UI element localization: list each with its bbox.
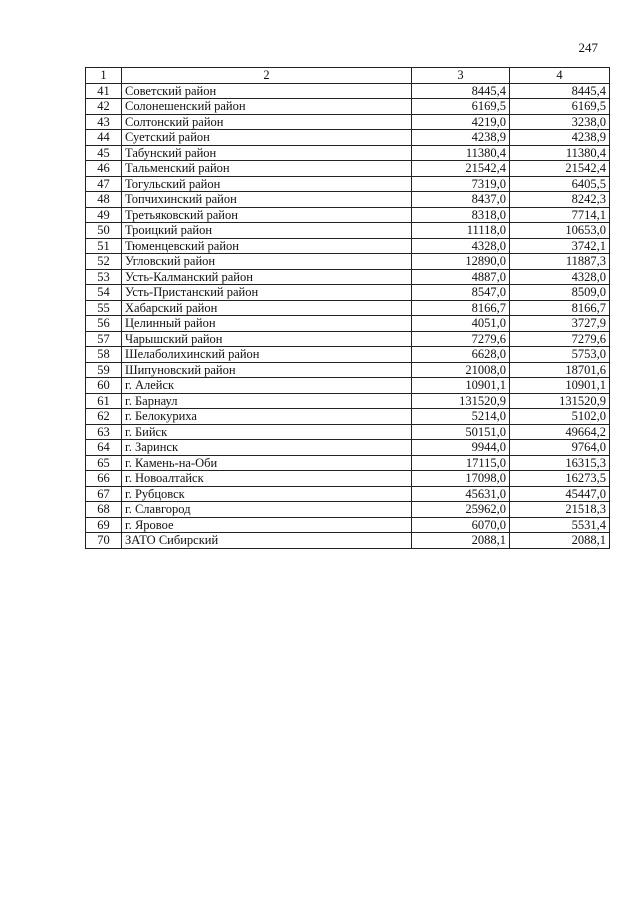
- table-row: [86, 161, 610, 177]
- value-col-3: 21008,0: [412, 362, 510, 378]
- value-col-3: 6628,0: [412, 347, 510, 363]
- value-col-4: 5753,0: [510, 347, 610, 363]
- municipality-name: Солонешенский район: [122, 99, 412, 115]
- value-col-4: 21542,4: [510, 161, 610, 177]
- table-row: [86, 99, 610, 115]
- table-row: [86, 362, 610, 378]
- budget-table: [85, 67, 610, 549]
- value-col-4: 16273,5: [510, 471, 610, 487]
- table-row: [86, 83, 610, 99]
- table-header-row: [86, 68, 610, 84]
- value-col-3: 4238,9: [412, 130, 510, 146]
- value-col-3: 50151,0: [412, 424, 510, 440]
- table-row: [86, 455, 610, 471]
- municipality-name: Третьяковский район: [122, 207, 412, 223]
- value-col-4: 8166,7: [510, 300, 610, 316]
- value-col-3: 45631,0: [412, 486, 510, 502]
- value-col-4: 5102,0: [510, 409, 610, 425]
- table-row: [86, 378, 610, 394]
- value-col-3: 17098,0: [412, 471, 510, 487]
- table-row: [86, 130, 610, 146]
- value-col-3: 11380,4: [412, 145, 510, 161]
- row-number: 54: [86, 285, 122, 301]
- column-header-1: 1: [86, 68, 122, 84]
- row-number: 58: [86, 347, 122, 363]
- row-number: 61: [86, 393, 122, 409]
- value-col-3: 17115,0: [412, 455, 510, 471]
- row-number: 64: [86, 440, 122, 456]
- value-col-3: 4887,0: [412, 269, 510, 285]
- value-col-4: 2088,1: [510, 533, 610, 549]
- municipality-name: Усть-Калманский район: [122, 269, 412, 285]
- row-number: 45: [86, 145, 122, 161]
- value-col-4: 3727,9: [510, 316, 610, 332]
- value-col-4: 8509,0: [510, 285, 610, 301]
- row-number: 46: [86, 161, 122, 177]
- table-row: [86, 331, 610, 347]
- table-row: [86, 269, 610, 285]
- value-col-4: 9764,0: [510, 440, 610, 456]
- row-number: 67: [86, 486, 122, 502]
- value-col-4: 16315,3: [510, 455, 610, 471]
- value-col-3: 11118,0: [412, 223, 510, 239]
- row-number: 59: [86, 362, 122, 378]
- table-row: [86, 424, 610, 440]
- row-number: 53: [86, 269, 122, 285]
- page-number: 247: [578, 40, 598, 55]
- row-number: 66: [86, 471, 122, 487]
- value-col-3: 8437,0: [412, 192, 510, 208]
- row-number: 65: [86, 455, 122, 471]
- municipality-name: г. Камень-на-Оби: [122, 455, 412, 471]
- municipality-name: г. Заринск: [122, 440, 412, 456]
- column-header-3: 3: [412, 68, 510, 84]
- row-number: 47: [86, 176, 122, 192]
- municipality-name: г. Алейск: [122, 378, 412, 394]
- municipality-name: Чарышский район: [122, 331, 412, 347]
- row-number: 69: [86, 517, 122, 533]
- municipality-name: Тальменский район: [122, 161, 412, 177]
- table-row: [86, 316, 610, 332]
- value-col-4: 7279,6: [510, 331, 610, 347]
- table-row: [86, 254, 610, 270]
- table-row: [86, 440, 610, 456]
- value-col-4: 10653,0: [510, 223, 610, 239]
- table-row: [86, 300, 610, 316]
- municipality-name: г. Рубцовск: [122, 486, 412, 502]
- table-row: [86, 238, 610, 254]
- value-col-3: 21542,4: [412, 161, 510, 177]
- value-col-3: 10901,1: [412, 378, 510, 394]
- municipality-name: Шелаболихинский район: [122, 347, 412, 363]
- municipality-name: ЗАТО Сибирский: [122, 533, 412, 549]
- table-row: [86, 114, 610, 130]
- table-row: [86, 223, 610, 239]
- row-number: 49: [86, 207, 122, 223]
- value-col-3: 8547,0: [412, 285, 510, 301]
- value-col-3: 12890,0: [412, 254, 510, 270]
- row-number: 42: [86, 99, 122, 115]
- value-col-4: 8445,4: [510, 83, 610, 99]
- municipality-name: Хабарский район: [122, 300, 412, 316]
- municipality-name: г. Бийск: [122, 424, 412, 440]
- municipality-name: Угловский район: [122, 254, 412, 270]
- value-col-4: 6169,5: [510, 99, 610, 115]
- value-col-3: 6070,0: [412, 517, 510, 533]
- value-col-3: 2088,1: [412, 533, 510, 549]
- value-col-3: 9944,0: [412, 440, 510, 456]
- row-number: 68: [86, 502, 122, 518]
- row-number: 43: [86, 114, 122, 130]
- value-col-3: 8318,0: [412, 207, 510, 223]
- value-col-4: 49664,2: [510, 424, 610, 440]
- value-col-4: 21518,3: [510, 502, 610, 518]
- row-number: 63: [86, 424, 122, 440]
- municipality-name: Тюменцевский район: [122, 238, 412, 254]
- row-number: 57: [86, 331, 122, 347]
- value-col-3: 5214,0: [412, 409, 510, 425]
- row-number: 60: [86, 378, 122, 394]
- row-number: 50: [86, 223, 122, 239]
- row-number: 41: [86, 83, 122, 99]
- municipality-name: Солтонский район: [122, 114, 412, 130]
- municipality-name: г. Белокуриха: [122, 409, 412, 425]
- municipality-name: Троицкий район: [122, 223, 412, 239]
- municipality-name: Целинный район: [122, 316, 412, 332]
- municipality-name: г. Славгород: [122, 502, 412, 518]
- value-col-4: 11887,3: [510, 254, 610, 270]
- column-header-2: 2: [122, 68, 412, 84]
- row-number: 44: [86, 130, 122, 146]
- row-number: 48: [86, 192, 122, 208]
- value-col-4: 11380,4: [510, 145, 610, 161]
- value-col-4: 8242,3: [510, 192, 610, 208]
- municipality-name: Усть-Пристанский район: [122, 285, 412, 301]
- value-col-3: 131520,9: [412, 393, 510, 409]
- table-row: [86, 393, 610, 409]
- municipality-name: Советский район: [122, 83, 412, 99]
- value-col-3: 7319,0: [412, 176, 510, 192]
- value-col-3: 6169,5: [412, 99, 510, 115]
- table-row: [86, 471, 610, 487]
- value-col-3: 4051,0: [412, 316, 510, 332]
- table-row: [86, 192, 610, 208]
- municipality-name: Шипуновский район: [122, 362, 412, 378]
- row-number: 56: [86, 316, 122, 332]
- value-col-4: 4238,9: [510, 130, 610, 146]
- municipality-name: Топчихинский район: [122, 192, 412, 208]
- value-col-4: 18701,6: [510, 362, 610, 378]
- table-row: [86, 347, 610, 363]
- row-number: 55: [86, 300, 122, 316]
- table-row: [86, 285, 610, 301]
- row-number: 62: [86, 409, 122, 425]
- municipality-name: Тогульский район: [122, 176, 412, 192]
- value-col-4: 4328,0: [510, 269, 610, 285]
- municipality-name: Табунский район: [122, 145, 412, 161]
- row-number: 52: [86, 254, 122, 270]
- municipality-name: г. Яровое: [122, 517, 412, 533]
- row-number: 51: [86, 238, 122, 254]
- value-col-3: 8445,4: [412, 83, 510, 99]
- value-col-4: 6405,5: [510, 176, 610, 192]
- table-row: [86, 145, 610, 161]
- value-col-3: 25962,0: [412, 502, 510, 518]
- value-col-3: 4328,0: [412, 238, 510, 254]
- row-number: 70: [86, 533, 122, 549]
- value-col-4: 7714,1: [510, 207, 610, 223]
- value-col-3: 8166,7: [412, 300, 510, 316]
- table-row: [86, 409, 610, 425]
- value-col-4: 45447,0: [510, 486, 610, 502]
- municipality-name: Суетский район: [122, 130, 412, 146]
- table-row: [86, 533, 610, 549]
- value-col-3: 4219,0: [412, 114, 510, 130]
- value-col-3: 7279,6: [412, 331, 510, 347]
- value-col-4: 3742,1: [510, 238, 610, 254]
- value-col-4: 3238,0: [510, 114, 610, 130]
- table-row: [86, 207, 610, 223]
- value-col-4: 10901,1: [510, 378, 610, 394]
- municipality-name: г. Новоалтайск: [122, 471, 412, 487]
- value-col-4: 131520,9: [510, 393, 610, 409]
- column-header-4: 4: [510, 68, 610, 84]
- table-row: [86, 502, 610, 518]
- table-row: [86, 486, 610, 502]
- value-col-4: 5531,4: [510, 517, 610, 533]
- table-body: [86, 83, 610, 548]
- table-row: [86, 517, 610, 533]
- table-row: [86, 176, 610, 192]
- municipality-name: г. Барнаул: [122, 393, 412, 409]
